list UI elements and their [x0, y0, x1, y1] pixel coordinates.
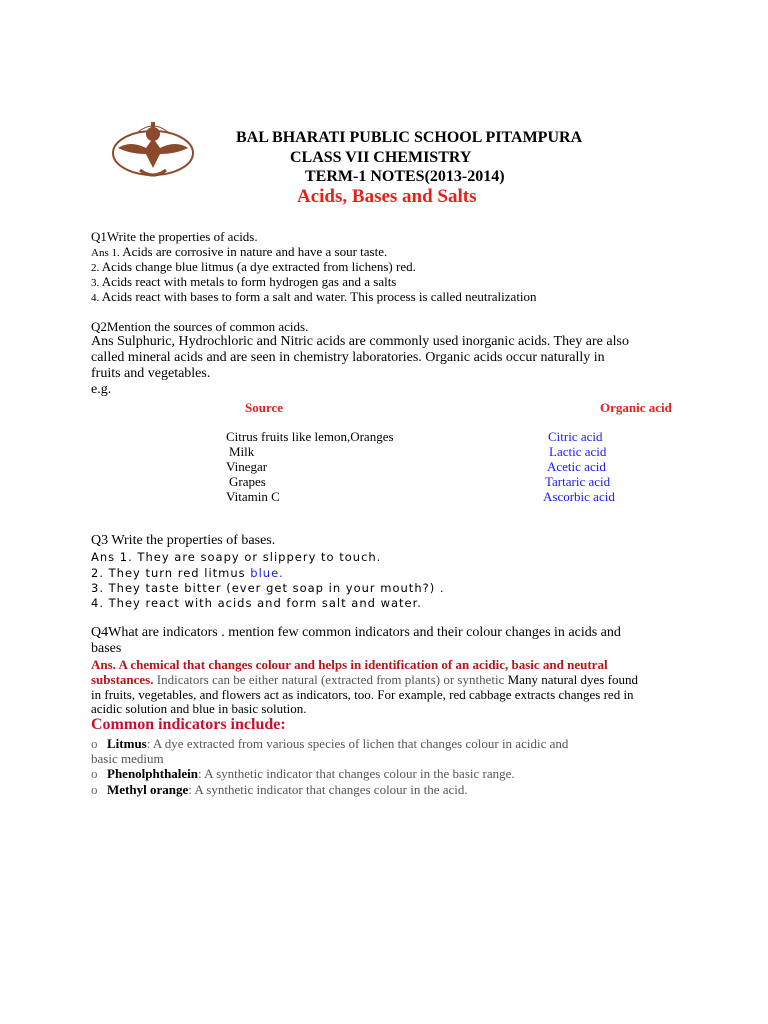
q3-answer-line-3: 3. They taste bitter (ever get soap in your mouth?) .	[91, 581, 445, 595]
table-header-organic-acid: Organic acid	[600, 400, 672, 415]
q4-question-line-1: Q4What are indicators . mention few common indicators and their colour changes in acids and	[91, 625, 621, 640]
table-cell-source: Vitamin C	[226, 489, 280, 504]
q1-answer-line-3	[91, 274, 396, 290]
q2-answer-line-2: called mineral acids and are seen in chemistry laboratories. Organic acids occur naturally in	[91, 350, 605, 365]
q2-answer-line-1: Ans Sulphuric, Hydrochloric and Nitric acids are commonly used inorganic acids. They are also	[91, 334, 629, 349]
q4-answer-line-3: in fruits, vegetables, and flowers act as indicators, too. For example, red cabbage extracts changes red in	[91, 687, 634, 702]
indicator-item	[91, 782, 468, 798]
q4-answer-dyes: Many natural dyes found	[504, 672, 638, 687]
q4-answer-natural-synthetic: Indicators can be either natural (extracted from plants) or synthetic	[153, 672, 505, 687]
indicator-item	[91, 736, 568, 752]
indicator-desc: : A synthetic indicator that changes colour in the acid.	[188, 782, 468, 797]
q3-answer-text-2: 2. They turn red litmus	[91, 566, 251, 580]
q1-answer-prefix: Ans 1.	[91, 247, 120, 259]
q4-question-line-2: bases	[91, 641, 122, 656]
indicator-desc: : A synthetic indicator that changes colour in the basic range.	[198, 766, 515, 781]
q1-answer-line-1	[91, 244, 387, 260]
table-header-source: Source	[245, 400, 284, 415]
indicator-item	[91, 766, 515, 782]
q3-question: Q3 Write the properties of bases.	[91, 533, 276, 548]
indicator-name: Litmus	[107, 736, 147, 751]
indicator-name: Phenolphthalein	[107, 766, 199, 781]
indicator-desc: : A dye extracted from various species of lichen that changes colour in acidic and	[146, 736, 569, 751]
q2-answer-eg: e.g.	[91, 382, 112, 397]
table-cell-source: Vinegar	[226, 459, 268, 474]
q1-answer-text-1: Acids are corrosive in nature and have a sour taste.	[119, 244, 388, 259]
q1-answer-text-2: Acids change blue litmus (a dye extracted from lichens) red.	[99, 259, 416, 274]
q1-number-2: 2.	[91, 262, 100, 274]
q1-answer-line-2	[91, 259, 416, 275]
bullet-icon: o	[91, 782, 98, 797]
table-cell-acid: Citric acid	[548, 429, 603, 444]
table-cell-acid: Tartaric acid	[545, 474, 611, 489]
class-name: CLASS VII CHEMISTRY	[290, 149, 472, 166]
q1-answer-line-4	[91, 289, 537, 305]
common-indicators-heading: Common indicators include:	[91, 716, 286, 733]
q3-answer-line-2	[91, 566, 284, 580]
page-title: Acids, Bases and Salts	[297, 186, 477, 207]
q1-question: Q1Write the properties of acids.	[91, 229, 258, 244]
table-cell-source: Grapes	[229, 474, 266, 489]
q3-answer-line-1: Ans 1. They are soapy or slippery to touch.	[91, 550, 382, 564]
q1-answer-text-3: Acids react with metals to form hydrogen gas and a salts	[99, 274, 397, 289]
table-cell-acid: Lactic acid	[549, 444, 607, 459]
q4-answer-line-4: acidic solution and blue in basic solution.	[91, 701, 307, 716]
q1-number-3: 3.	[91, 277, 100, 289]
school-logo-icon	[110, 118, 196, 188]
term-notes: TERM-1 NOTES(2013-2014)	[305, 168, 505, 185]
table-cell-source: Milk	[229, 444, 255, 459]
school-name: BAL BHARATI PUBLIC SCHOOL PITAMPURA	[236, 129, 583, 146]
q4-answer-line-1: Ans. A chemical that changes colour and helps in identification of an acidic, basic and neutral	[91, 657, 608, 672]
q4-answer-substances: substances.	[91, 672, 154, 687]
bullet-icon: o	[91, 766, 98, 781]
q4-answer-line-2	[91, 672, 638, 688]
q1-answer-text-4: Acids react with bases to form a salt and water. This process is called neutralization	[99, 289, 537, 304]
indicator-desc-continued: basic medium	[91, 751, 164, 766]
table-cell-source: Citrus fruits like lemon,Oranges	[226, 429, 394, 444]
q3-answer-blue-word: blue.	[250, 566, 284, 580]
table-cell-acid: Ascorbic acid	[543, 489, 615, 504]
q2-question: Q2Mention the sources of common acids.	[91, 319, 309, 334]
q3-answer-line-4: 4. They react with acids and form salt and water.	[91, 596, 422, 610]
table-cell-acid: Acetic acid	[547, 459, 606, 474]
q2-answer-line-3: fruits and vegetables.	[91, 366, 211, 381]
bullet-icon: o	[91, 736, 98, 751]
indicator-name: Methyl orange	[107, 782, 189, 797]
q1-number-4: 4.	[91, 292, 100, 304]
